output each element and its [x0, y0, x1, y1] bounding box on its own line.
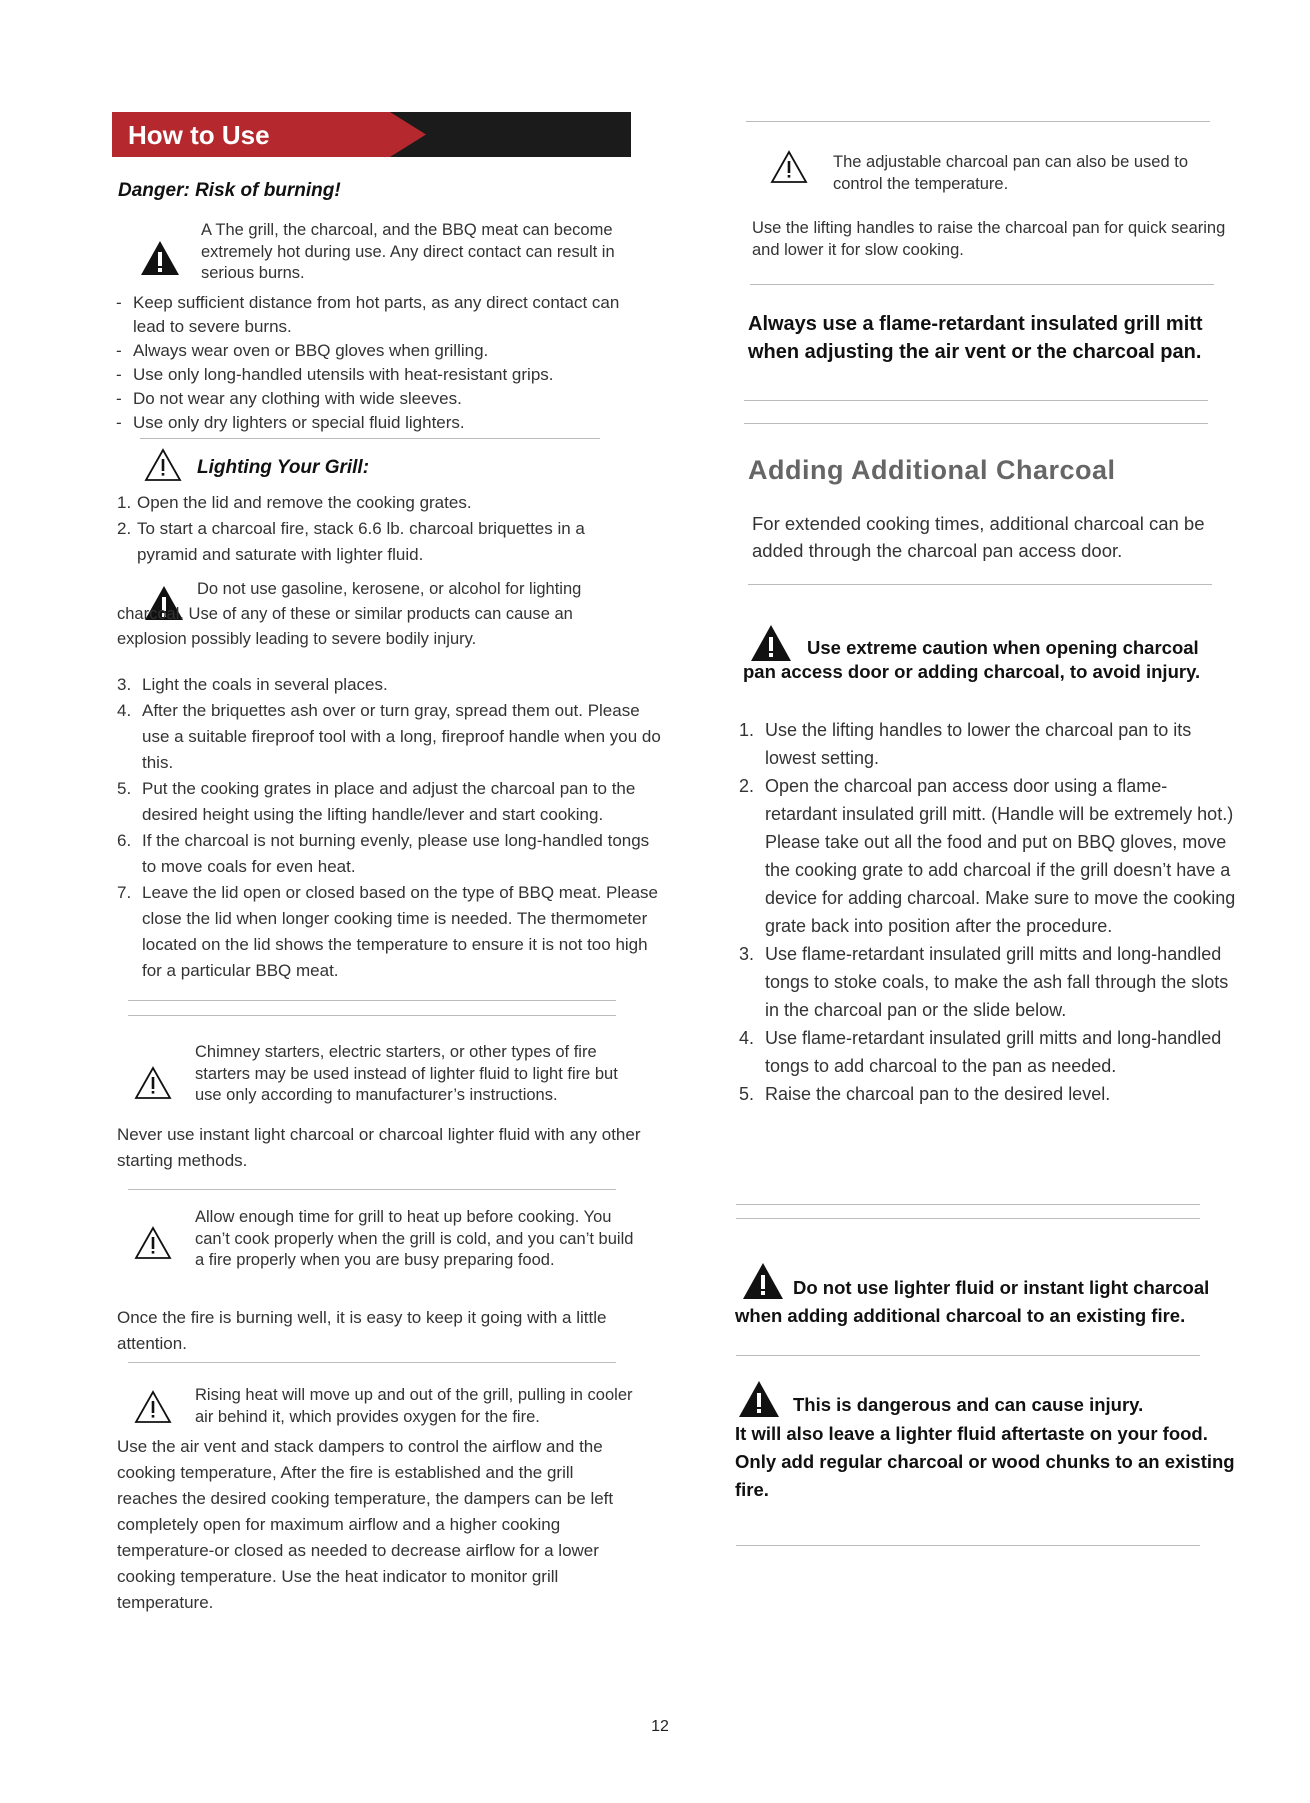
divider — [128, 1000, 616, 1001]
warning-solid-icon — [738, 1380, 780, 1418]
list-item: 5. Put the cooking grates in place and adjust the charcoal pan to the desired height using the lifting handle/lever and start cooking. — [117, 779, 636, 824]
list-item: 6. If the charcoal is not burning evenly, please use long-handled tongs to move coals for even heat. — [117, 831, 650, 876]
lighting-heading: Lighting Your Grill: — [197, 457, 370, 478]
caution-line-2: pan access door or adding charcoal, to avoid injury. — [743, 661, 1201, 682]
once-fire-text: Once the fire is burning well, it is easy to keep it going with a little attention. — [117, 1308, 607, 1353]
divider — [140, 438, 600, 439]
danger-heading: Danger: Risk of burning! — [118, 180, 341, 201]
divider — [748, 584, 1212, 585]
warning-solid-icon — [140, 240, 180, 276]
air-vent-text: Use the air vent and stack dampers to control the airflow and the cooking temperature, After the fire is established and the grill reaches the desired cooking temperature, the dampers can be left completely open for maximum airflow and a higher cooking temperature-or closed as needed to decrease airflow for a lower cooking temperature. Use the heat indicator to monitor grill temperature. — [117, 1437, 614, 1612]
list-item: 5. Raise the charcoal pan to the desired level. — [739, 1084, 1111, 1104]
adding-intro-text: For extended cooking times, additional charcoal can be added through the charcoal pan access door. — [752, 513, 1205, 561]
lifting-handles-text: Use the lifting handles to raise the charcoal pan for quick searing and lower it for slow cooking. — [752, 219, 1226, 259]
list-item: 1. Use the lifting handles to lower the charcoal pan to its lowest setting. — [739, 720, 1192, 768]
list-item: - Keep sufficient distance from hot parts, as any direct contact can lead to severe burns. — [116, 293, 620, 336]
warning-outline-icon — [144, 448, 182, 482]
gasoline-warning-text: Do not use gasoline, kerosene, or alcohol for lighting charcoal. Use of any of these or similar products can cause an explosion possibly leading to severe bodily injury. — [117, 580, 582, 648]
divider — [736, 1204, 1200, 1205]
section-banner — [112, 112, 631, 157]
danger-bullets — [116, 291, 636, 435]
chimney-note-text: Chimney starters, electric starters, or other types of fire starters may be used instead of lighter fluid to light fire but use only according to manufacturer’s instructions. — [195, 1043, 618, 1104]
list-item: - Use only dry lighters or special fluid lighters. — [116, 413, 465, 432]
warning-solid-icon — [750, 624, 792, 662]
divider — [128, 1189, 616, 1190]
adding-charcoal-heading: Adding Additional Charcoal — [748, 455, 1116, 485]
divider — [736, 1545, 1200, 1546]
divider — [744, 423, 1208, 424]
danger-line-1: This is dangerous and can cause injury. — [793, 1394, 1144, 1415]
list-item: 1. Open the lid and remove the cooking grates. — [117, 493, 472, 512]
list-item: 3. Use flame-retardant insulated grill mitts and long-handled tongs to stoke coals, to make the ash fall through the slots in the charcoal pan or the slide below. — [739, 944, 1229, 1020]
mitt-warning-text: Always use a flame-retardant insulated grill mitt when adjusting the air vent or the charcoal pan. — [748, 313, 1203, 363]
divider — [750, 284, 1214, 285]
lighting-steps-b — [117, 672, 667, 984]
danger-line-2: It will also leave a lighter fluid aftertaste on your food. Only add regular charcoal or wood chunks to an existing fire. — [735, 1423, 1235, 1500]
allow-time-note-text: Allow enough time for grill to heat up before cooking. You can’t cook properly when the grill is cold, and you can’t build a fire properly when you are busy preparing food. — [195, 1208, 634, 1269]
page-number: 12 — [651, 1718, 669, 1735]
list-item: - Always wear oven or BBQ gloves when grilling. — [116, 341, 489, 360]
divider — [128, 1015, 616, 1016]
list-item: 3. Light the coals in several places. — [117, 675, 388, 694]
warning-outline-icon — [134, 1390, 172, 1424]
rising-heat-note-text: Rising heat will move up and out of the grill, pulling in cooler air behind it, which provides oxygen for the fire. — [195, 1386, 633, 1426]
adjustable-note-text: The adjustable charcoal pan can also be used to control the temperature. — [833, 153, 1188, 193]
lighter-warning-line-1: Do not use lighter fluid or instant light charcoal — [793, 1277, 1210, 1298]
list-item: 2. Open the charcoal pan access door using a flame-retardant insulated grill mitt. (Handle will be extremely hot.) Please take out all the food and put on BBQ gloves, move the cooking grate to add charcoal if the grill doesn’t have a device for adding charcoal. Make sure to move the cooking grate back into position after the procedure. — [739, 776, 1236, 936]
divider — [128, 1362, 616, 1363]
warning-solid-icon — [742, 1262, 784, 1300]
divider — [736, 1218, 1200, 1219]
list-item: 2. To start a charcoal fire, stack 6.6 lb. charcoal briquettes in a pyramid and saturate with lighter fluid. — [117, 519, 585, 564]
list-item: 4. After the briquettes ash over or turn gray, spread them out. Please use a suitable fireproof tool with a long, fireproof handle when you do this. — [117, 701, 661, 772]
list-item: 7. Leave the lid open or closed based on the type of BBQ meat. Please close the lid when longer cooking time is needed. The thermometer located on the lid shows the temperature to ensure it is not too high for a particular BBQ meat. — [117, 883, 659, 980]
list-item: 4. Use flame-retardant insulated grill mitts and long-handled tongs to add charcoal to the pan as needed. — [739, 1028, 1222, 1076]
warning-outline-icon — [134, 1226, 172, 1260]
warning-outline-icon — [770, 150, 808, 184]
list-item: - Do not wear any clothing with wide sleeves. — [116, 389, 462, 408]
caution-line-1: Use extreme caution when opening charcoal — [807, 637, 1199, 658]
warning-outline-icon — [134, 1066, 172, 1100]
divider — [744, 400, 1208, 401]
banner-title: How to Use — [128, 120, 270, 150]
danger-warning-text: A The grill, the charcoal, and the BBQ meat can become extremely hot during use. Any direct contact can result in serious burns. — [201, 221, 615, 282]
divider — [746, 121, 1210, 122]
lighting-steps-a — [117, 490, 637, 568]
divider — [736, 1355, 1200, 1356]
never-use-text: Never use instant light charcoal or charcoal lighter fluid with any other starting methods. — [117, 1125, 641, 1170]
adding-steps — [739, 716, 1239, 1108]
lighter-warning-line-2: when adding additional charcoal to an existing fire. — [735, 1305, 1186, 1326]
list-item: - Use only long-handled utensils with heat-resistant grips. — [116, 365, 554, 384]
